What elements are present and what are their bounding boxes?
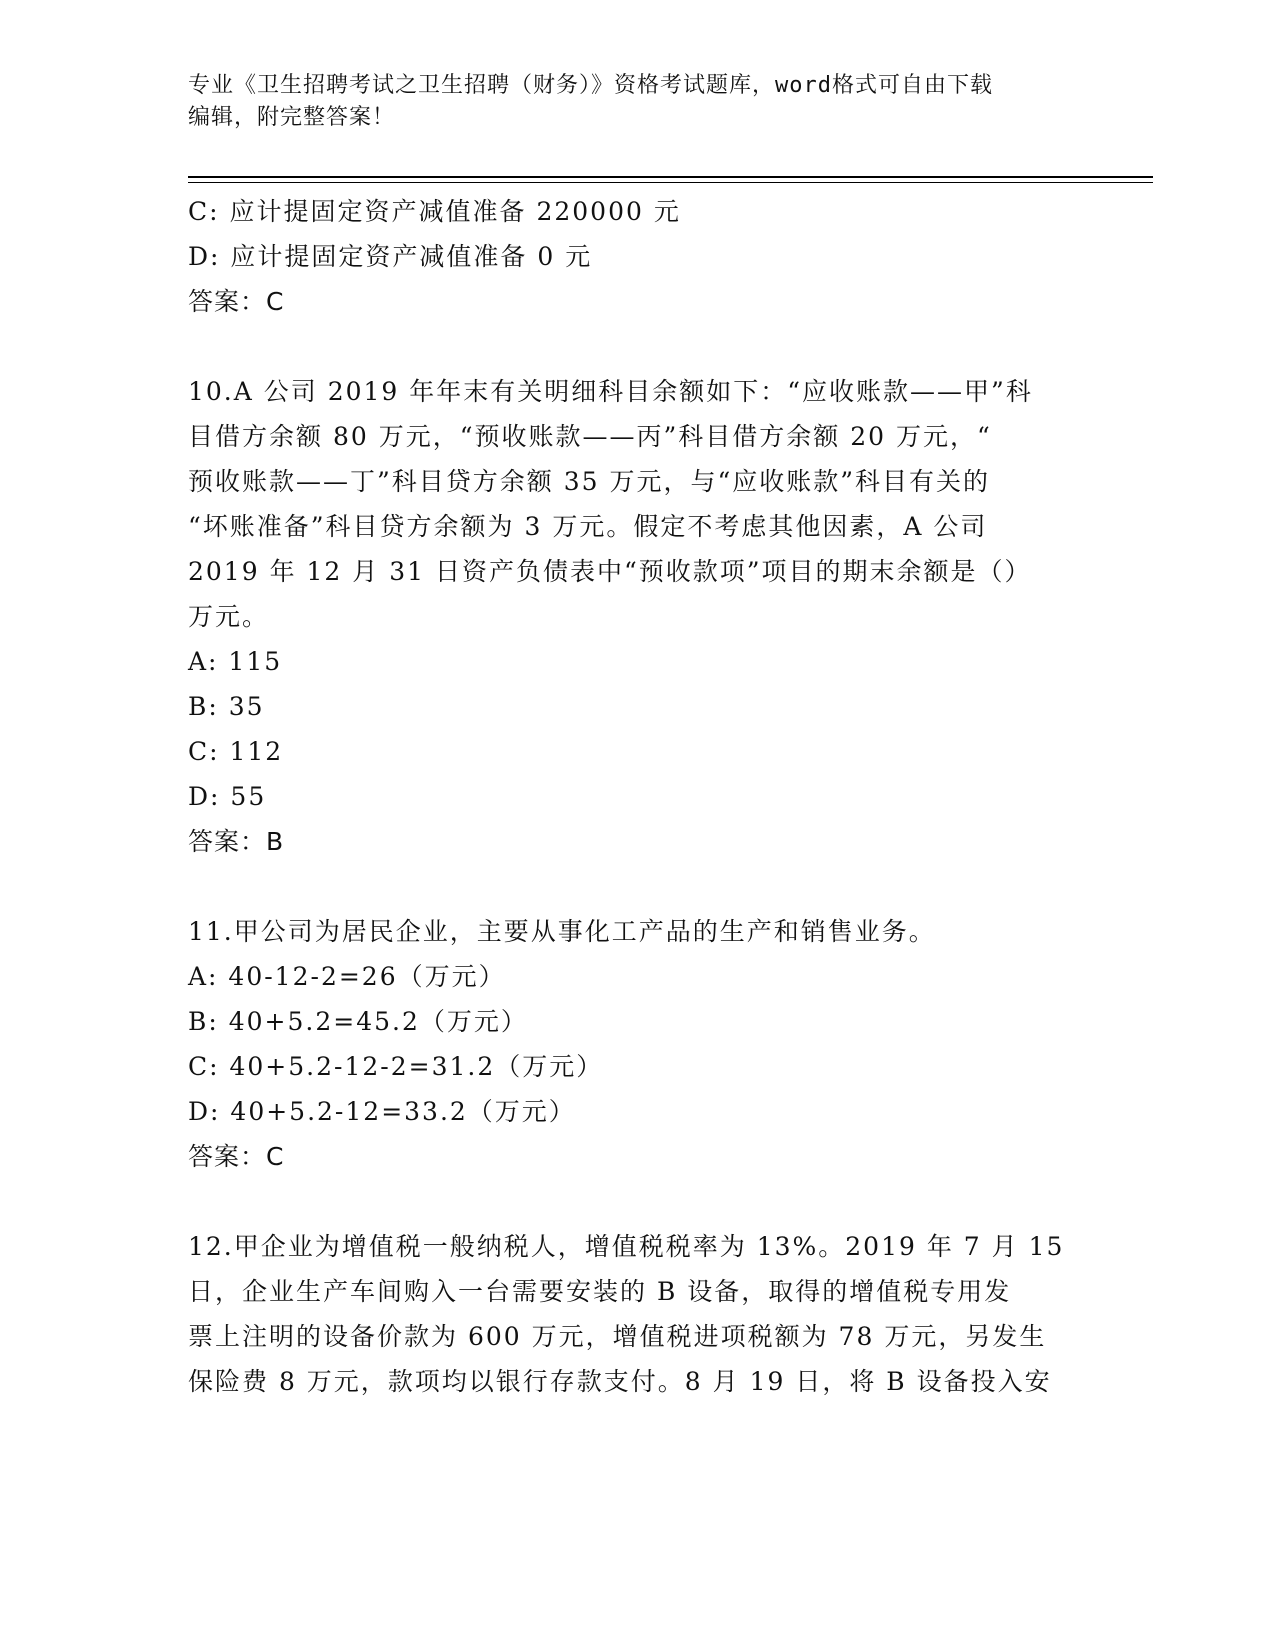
spacer: [188, 1179, 1088, 1224]
q12-stem-line: 保险费 8 万元，款项均以银行存款支付。8 月 19 日，将 B 设备投入安: [188, 1367, 1052, 1396]
q11-option-c: C: 40+5.2-12-2=31.2（万元）: [188, 1052, 604, 1081]
q10-stem-line: 万元。: [188, 602, 270, 631]
q10-stem-line: 10.A 公司 2019 年年末有关明细科目余额如下：“应收账款——甲”科: [188, 377, 1033, 406]
q12-stem-line: 票上注明的设备价款为 600 万元，增值税进项税额为 78 万元，另发生: [188, 1322, 1047, 1351]
q12-stem-line: 日，企业生产车间购入一台需要安装的 B 设备，取得的增值税专用发: [188, 1277, 1012, 1306]
q12-stem-line: 12.甲企业为增值税一般纳税人，增值税税率为 13%。2019 年 7 月 15: [188, 1232, 1065, 1261]
q10-answer: 答案：B: [188, 827, 285, 856]
q9-answer: 答案：C: [188, 287, 285, 316]
page-header: [188, 70, 1088, 134]
q11-option-b: B: 40+5.2=45.2（万元）: [188, 1007, 528, 1036]
q11-option-d: D: 40+5.2-12=33.2（万元）: [188, 1097, 576, 1126]
q10-stem-line: 2019 年 12 月 31 日资产负债表中“预收款项”项目的期末余额是（）: [188, 557, 1032, 586]
spacer: [188, 864, 1088, 909]
q11-stem: 11.甲公司为居民企业，主要从事化工产品的生产和销售业务。: [188, 917, 936, 946]
q10-stem-line: “坏账准备”科目贷方余额为 3 万元。假定不考虑其他因素，A 公司: [188, 512, 988, 541]
header-rule-thin: [188, 182, 1153, 183]
q11-option-a: A: 40-12-2=26（万元）: [188, 962, 506, 991]
header-rule-thick: [188, 176, 1153, 178]
q10-option-a: A: 115: [188, 647, 283, 676]
q9-option-d: D: 应计提固定资产减值准备 0 元: [188, 242, 593, 271]
header-line-1: 专业《卫生招聘考试之卫生招聘（财务）》资格考试题库，word格式可自由下载: [188, 73, 993, 98]
q11-answer: 答案：C: [188, 1142, 285, 1171]
header-line-2: 编辑，附完整答案！: [188, 105, 396, 130]
q10-option-c: C: 112: [188, 737, 284, 766]
q10-stem-line: 目借方余额 80 万元，“预收账款——丙”科目借方余额 20 万元，“: [188, 422, 992, 451]
q9-option-c: C: 应计提固定资产减值准备 220000 元: [188, 197, 681, 226]
spacer: [188, 324, 1088, 369]
q10-option-d: D: 55: [188, 782, 267, 811]
question-content: [188, 189, 1088, 1404]
q10-stem-line: 预收账款——丁”科目贷方余额 35 万元，与“应收账款”科目有关的: [188, 467, 991, 496]
q10-option-b: B: 35: [188, 692, 265, 721]
